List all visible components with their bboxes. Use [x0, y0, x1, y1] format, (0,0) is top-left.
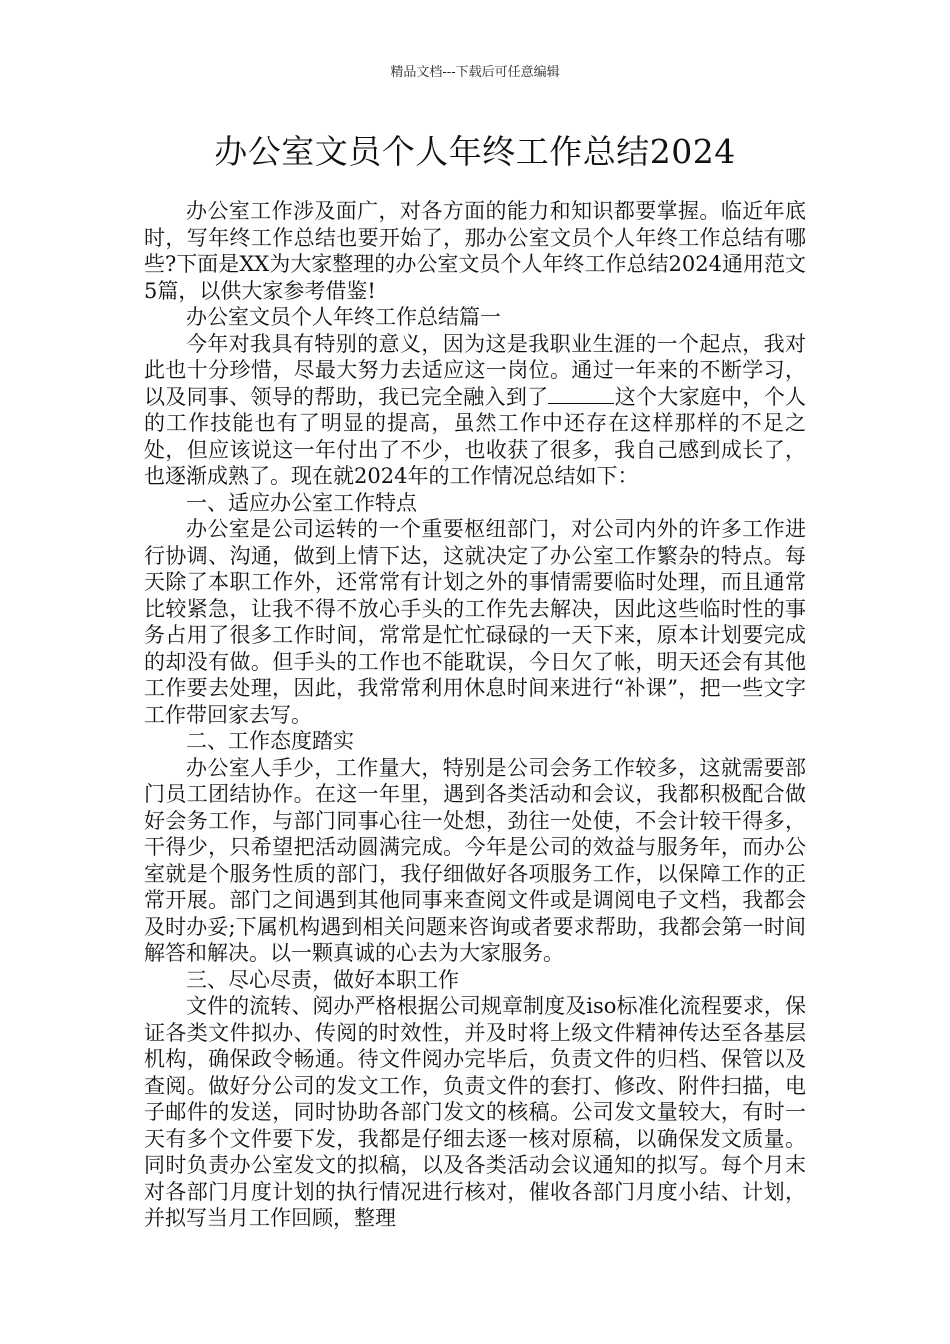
- section-2-body: 办公室人手少，工作量大，特别是公司会务工作较多，这就需要部门员工团结协作。在这一年里，遇到各类活动和会议，我都积极配合做好会务工作，与部门同事心往一处想，劲往一处使，不会计较干得多，干得少，只希望把活动圆满完成。今年是公司的效益与服务年，而办公室就是个服务性质的部门，我仔细做好各项服务工作，以保障工作的正常开展。部门之间遇到其他同事来查阅文件或是调阅电子文档，我都会及时办妥;下属机构遇到相关问题来咨询或者要求帮助，我都会第一时间解答和解决。以一颗真诚的心去为大家服务。: [144, 755, 806, 965]
- chapter-heading: 办公室文员个人年终工作总结篇一: [186, 305, 501, 329]
- document-body: [144, 198, 806, 1232]
- document-title: 办公室文员个人年终工作总结2024: [214, 132, 736, 171]
- intro-paragraph: 办公室工作涉及面广，对各方面的能力和知识都要掌握。临近年底时，写年终工作总结也要开始了，那办公室文员个人年终工作总结有哪些?下面是XX为大家整理的办公室文员个人年终工作总结2024通用范文5篇，以供大家参考借鉴!: [144, 199, 806, 303]
- page-header: 精品文档---下载后可任意编辑: [390, 65, 560, 80]
- section-3-body: 文件的流转、阅办严格根据公司规章制度及iso标准化流程要求，保证各类文件拟办、传阅的时效性，并及时将上级文件精神传达至各基层机构，确保政令畅通。待文件阅办完毕后，负责文件的归档、保管以及查阅。做好分公司的发文工作，负责文件的套打、修改、附件扫描，电子邮件的发送，同时协助各部门发文的核稿。公司发文量较大，有时一天有多个文件要下发，我都是仔细去逐一核对原稿，以确保发文质量。同时负责办公室发文的拟稿，以及各类活动会议通知的拟写。每个月末对各部门月度计划的执行情况进行核对，催收各部门月度小结、计划，并拟写当月工作回顾，整理: [144, 994, 806, 1230]
- section-1-heading: 一、适应办公室工作特点: [186, 490, 417, 515]
- paragraph-1-text-b: 这个大家庭中，个人的工作技能也有了明显的提高，虽然工作中还存在这样那样的不足之处，但应该说这一年付出了不少，也收获了很多，我自己感到成长了，也逐渐成熟了。现在就2024年的工作情况总结如下：: [144, 384, 807, 488]
- section-2-heading: 二、工作态度踏实: [186, 729, 354, 753]
- section-3-heading: 三、尽心尽责，做好本职工作: [186, 967, 459, 992]
- section-1-body: 办公室是公司运转的一个重要枢纽部门，对公司内外的许多工作进行协调、沟通，做到上情下达，这就决定了办公室工作繁杂的特点。每天除了本职工作外，还常常有计划之外的事情需要临时处理，而且通常比较紧急，让我不得不放心手头的工作先去解决，因此这些临时性的事务占用了很多工作时间，常常是忙忙碌碌的一天下来，原本计划要完成的却没有做。但手头的工作也不能耽误，今日欠了帐，明天还会有其他工作要去处理，因此，我常常利用休息时间来进行“补课”，把一些文字工作带回家去写。: [144, 517, 806, 727]
- fill-in-blank: [548, 385, 614, 404]
- paragraph-1: [144, 331, 806, 490]
- paragraph-1-text-a: 今年对我具有特别的意义，因为这是我职业生涯的一个起点，我对此也十分珍惜，尽最大努力去适应这一岗位。通过一年来的不断学习，以及同事、领导的帮助，我已完全融入到了: [144, 331, 806, 409]
